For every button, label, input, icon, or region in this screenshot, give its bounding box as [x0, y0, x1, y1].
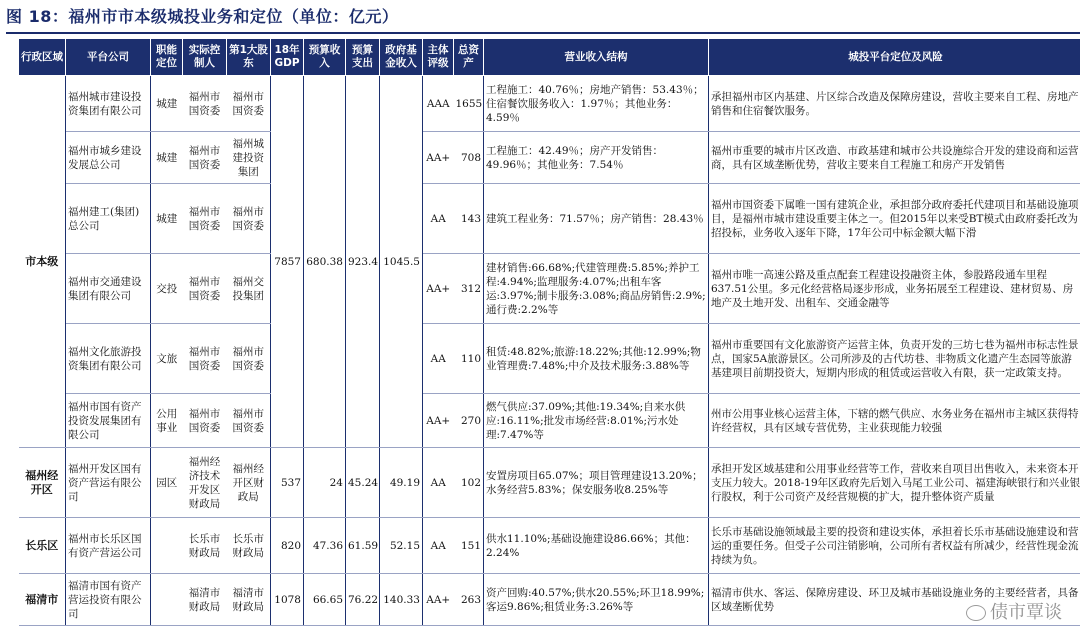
holder-cell: 福州市国资委 [227, 76, 271, 132]
col-function: 职能定位 [151, 39, 183, 76]
revenue-cell: 安置房项目65.07%；项目管理建设13.20%；水务经营5.83%；保安服务收8.25%等 [484, 448, 709, 518]
rating-cell: AA [423, 448, 454, 518]
assets-cell: 1655 [454, 76, 484, 132]
table-row [19, 518, 1080, 574]
fund-cell: 140.33 [380, 574, 423, 626]
fund-cell: 49.19 [380, 448, 423, 518]
assets-cell: 263 [454, 574, 484, 626]
company-cell: 福州市长乐区国有资产营运公司 [66, 518, 151, 574]
revenue-cell: 燃气供应:37.09%;其他:19.34%;自来水供应:16.11%;批发市场经营:8.01%;污水处理:7.47%等 [484, 394, 709, 448]
watermark-text: 债市覃谈 [990, 602, 1062, 623]
region-cell: 福清市 [19, 574, 66, 626]
holder-cell: 福州城建投资集团 [227, 132, 271, 184]
rating-cell: AA [423, 324, 454, 394]
revenue-cell: 资产回购:40.57%;供水20.55%;环卫18.99%;客运9.86%;租赁业务:3.26%等 [484, 574, 709, 626]
col-gdp: 18年GDP [271, 39, 304, 76]
gdp-cell: 537 [271, 448, 304, 518]
budget-out-cell: 923.4 [346, 76, 380, 448]
rating-cell: AA+ [423, 254, 454, 324]
company-cell: 福州开发区国有资产营运有限公司 [66, 448, 151, 518]
holder-cell: 福州市国资委 [227, 394, 271, 448]
assets-cell: 102 [454, 448, 484, 518]
rating-cell: AA+ [423, 132, 454, 184]
controller-cell: 福州市国资委 [183, 324, 227, 394]
function-cell: 园区 [151, 448, 183, 518]
position-cell: 长乐市基础设施领域最主要的投资和建设实体，承担着长乐市基础设施建设和营运的重要任务。但受子公司注销影响，公司所有者权益有所减少，经营性现金流持续为负。 [709, 518, 1080, 574]
position-cell: 福州市国资委下属唯一国有建筑企业，承担部分政府委托代建项目和基础设施项目，是福州市城市建设重要主体之一。但2015年以来受BT模式由政府委托改为招投标，业务收入逐年下降，17年公司中标金额大幅下滑 [709, 184, 1080, 254]
col-budget-out: 预算支出 [346, 39, 380, 76]
function-cell: 城建 [151, 76, 183, 132]
col-region: 行政区域 [19, 39, 66, 76]
controller-cell: 福州市国资委 [183, 132, 227, 184]
col-company: 平台公司 [66, 39, 151, 76]
fund-cell: 52.15 [380, 518, 423, 574]
company-cell: 福州市国有资产投资发展集团有限公司 [66, 394, 151, 448]
assets-cell: 143 [454, 184, 484, 254]
function-cell: 城建 [151, 132, 183, 184]
budget-in-cell: 47.36 [304, 518, 346, 574]
table-row [19, 184, 1080, 254]
controller-cell: 福州市国资委 [183, 184, 227, 254]
holder-cell: 长乐市财政局 [227, 518, 271, 574]
col-fund: 政府基金收入 [380, 39, 423, 76]
company-cell: 福州市城乡建设发展总公司 [66, 132, 151, 184]
company-cell: 福州建工(集团)总公司 [66, 184, 151, 254]
region-cell: 福州经开区 [19, 448, 66, 518]
controller-cell: 长乐市财政局 [183, 518, 227, 574]
controller-cell: 福州市国资委 [183, 76, 227, 132]
revenue-cell: 工程施工：40.76％；房地产销售：53.43％；住宿餐饮服务收入：1.97％；其他业务：4.59％ [484, 76, 709, 132]
controller-cell: 福州经济技术开发区财政局 [183, 448, 227, 518]
assets-cell: 312 [454, 254, 484, 324]
holder-cell: 福州经开区财政局 [227, 448, 271, 518]
rating-cell: AA+ [423, 394, 454, 448]
revenue-cell: 工程施工：42.49％；房产开发销售：49.96％；其他业务：7.54％ [484, 132, 709, 184]
rating-cell: AAA [423, 76, 454, 132]
data-table [18, 38, 1080, 626]
revenue-cell: 租赁:48.82%;旅游:18.22%;其他:12.99%;物业管理费:7.48%;中介及技术服务:3.88%等 [484, 324, 709, 394]
position-cell: 福州市重要的城市片区改造、市政基建和城市公共设施综合开发的建设商和运营商，具有区域垄断优势，营收主要来自工程施工和房产开发销售 [709, 132, 1080, 184]
rating-cell: AA [423, 184, 454, 254]
position-cell: 州市公用事业核心运营主体，下辖的燃气供应、水务业务在福州市主城区获得特许经营权，具有区域专营优势，主业获现能力较强 [709, 394, 1080, 448]
position-cell: 承担开发区域基建和公用事业经营等工作，营收来自项目出售收入，未来资本开支压力较大。2018-19年区政府先后划入马尾工业公司、福建海峡银行和兴业银行股权，利于公司资产及经营规模的扩大，提升整体资产质量 [709, 448, 1080, 518]
rating-cell: AA [423, 518, 454, 574]
budget-out-cell: 45.24 [346, 448, 380, 518]
figure-title: 图 18：福州市市本级城投业务和定位（单位：亿元） [6, 7, 399, 26]
function-cell: 文旅 [151, 324, 183, 394]
budget-in-cell: 24 [304, 448, 346, 518]
table-row [19, 448, 1080, 518]
table-row [19, 574, 1080, 626]
rating-cell: AA+ [423, 574, 454, 626]
table-row [19, 324, 1080, 394]
position-cell: 福州市重要国有文化旅游资产运营主体，负责开发的三坊七巷为福州市标志性景点，国家5A旅游景区。公司所涉及的古代坊巷、非物质文化遗产生态园等旅游基建项目前期投资大，短期内形成的租赁或运营收入有限，获一定政策支持。 [709, 324, 1080, 394]
assets-cell: 270 [454, 394, 484, 448]
company-cell: 福州市交通建设集团有限公司 [66, 254, 151, 324]
company-cell: 福州文化旅游投资集团有限公司 [66, 324, 151, 394]
table-row [19, 254, 1080, 324]
assets-cell: 110 [454, 324, 484, 394]
budget-out-cell: 61.59 [346, 518, 380, 574]
revenue-cell: 建筑工程业务：71.57％；房产销售：28.43％ [484, 184, 709, 254]
position-cell: 福清市供水、客运、保障房建设、环卫及城市基础设施业务的主要经营者，具备区域垄断优势 [709, 574, 1080, 626]
gdp-cell: 820 [271, 518, 304, 574]
table-row [19, 394, 1080, 448]
wechat-icon [966, 605, 986, 621]
region-cell: 市本级 [19, 76, 66, 448]
function-cell: 城建 [151, 184, 183, 254]
function-cell: 交投 [151, 254, 183, 324]
revenue-cell: 供水11.10%;基础设施建设86.66%；其他：2.24% [484, 518, 709, 574]
col-assets: 总资产 [454, 39, 484, 76]
col-controller: 实际控制人 [183, 39, 227, 76]
header-row [19, 39, 1080, 76]
col-rating: 主体评级 [423, 39, 454, 76]
title-rule [6, 32, 1080, 34]
controller-cell: 福清市财政局 [183, 574, 227, 626]
holder-cell: 福清市财政局 [227, 574, 271, 626]
col-position: 城投平台定位及风险 [709, 39, 1080, 76]
col-budget-in: 预算收入 [304, 39, 346, 76]
function-cell [151, 518, 183, 574]
company-cell: 福州城市建设投资集团有限公司 [66, 76, 151, 132]
col-holder: 第1大股东 [227, 39, 271, 76]
revenue-cell: 建材销售:66.68%;代建管理费:5.85%;养护工程:4.94%;监理服务:4.07%;出租车客运:3.97%;制卡服务:3.08%;商品房销售:2.9%;通行费:2.2%等 [484, 254, 709, 324]
table-row [19, 132, 1080, 184]
controller-cell: 福州市国资委 [183, 254, 227, 324]
assets-cell: 708 [454, 132, 484, 184]
gdp-cell: 1078 [271, 574, 304, 626]
assets-cell: 151 [454, 518, 484, 574]
budget-in-cell: 680.38 [304, 76, 346, 448]
budget-in-cell: 66.65 [304, 574, 346, 626]
watermark [966, 598, 1062, 624]
region-cell: 长乐区 [19, 518, 66, 574]
holder-cell: 福州市国资委 [227, 324, 271, 394]
holder-cell: 福州交投集团 [227, 254, 271, 324]
function-cell [151, 574, 183, 626]
position-cell: 福州市唯一高速公路及重点配套工程建设投融资主体，参股路段通车里程637.51公里。多元化经营格局逐步形成，业务拓展至工程建设、建材贸易、房地产及土地开发、出租车、交通金融等 [709, 254, 1080, 324]
fund-cell: 1045.5 [380, 76, 423, 448]
col-revenue: 营业收入结构 [484, 39, 709, 76]
company-cell: 福清市国有资产营运投资有限公司 [66, 574, 151, 626]
function-cell: 公用事业 [151, 394, 183, 448]
budget-out-cell: 76.22 [346, 574, 380, 626]
gdp-cell: 7857 [271, 76, 304, 448]
table-row [19, 76, 1080, 132]
controller-cell: 福州市国资委 [183, 394, 227, 448]
holder-cell: 福州市国资委 [227, 184, 271, 254]
position-cell: 承担福州市区内基建、片区综合改造及保障房建设，营收主要来自工程、房地产销售和住宿餐饮服务。 [709, 76, 1080, 132]
